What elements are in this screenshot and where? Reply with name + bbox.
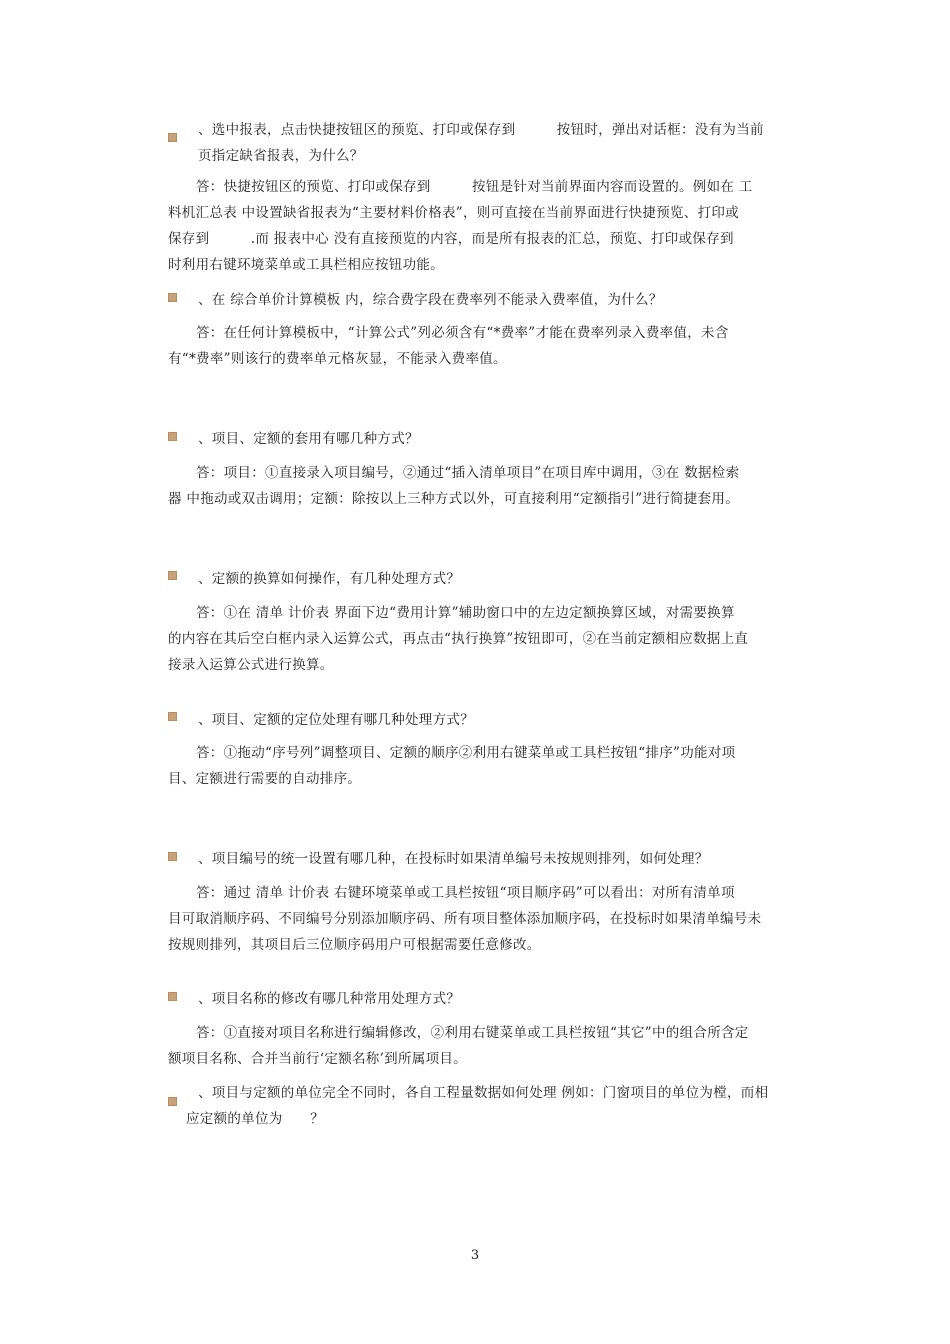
answer-2: 答：在任何计算模板中，“计算公式”列必须含有“*费率”才能在费率列录入费率值，未含 有“*费率”则该行的费率单元格灰显，不能录入费率值。 xyxy=(168,325,729,367)
question-3: 、项目、定额的套用有哪几种方式？ xyxy=(198,431,419,447)
answer-1: 答：快捷按钮区的预览、打印或保存到 按钮是针对当前界面内容而设置的。例如在 工 料机汇总表 中设置缺省报表为“主要材料价格表”，则可直接在当前界面进行快捷预览、打印或 保存到 .而 报表中心 没有直接预览的内容，而是所有报表的汇总，预览、打印或保存到 时利用右键环境菜单或工具栏相应按钮功能。 xyxy=(168,179,753,273)
page-number: 3 xyxy=(470,1248,480,1263)
question-7: 、项目名称的修改有哪几种常用处理方式？ xyxy=(198,991,461,1007)
bullet-icon xyxy=(168,432,177,441)
bullet-icon xyxy=(168,571,177,580)
question-6: 、项目编号的统一设置有哪几种，在投标时如果清单编号未按规则排列，如何处理？ xyxy=(198,851,709,867)
bullet-icon xyxy=(168,293,177,302)
question-4: 、定额的换算如何操作，有几种处理方式？ xyxy=(198,571,461,587)
bullet-icon xyxy=(168,852,177,861)
answer-6: 答：通过 清单 计价表 右键环境菜单或工具栏按钮“项目顺序码”可以看出：对所有清单项 目可取消顺序码、不同编号分别添加顺序码、所有项目整体添加顺序码，在投标时如果清单编号未 按规则排列，其项目后三位顺序码用户可根据需要任意修改。 xyxy=(168,885,762,953)
question-8: 、项目与定额的单位完全不同时，各自工程量数据如何处理 例如：门窗项目的单位为樘，而相 应定额的单位为 ？ xyxy=(186,1085,769,1127)
answer-5: 答：①拖动“序号列”调整项目、定额的顺序②利用右键菜单或工具栏按钮“排序”功能对项 目、定额进行需要的自动排序。 xyxy=(168,745,736,787)
question-1: 、选中报表，点击快捷按钮区的预览、打印或保存到 按钮时，弹出对话框：没有为当前 页指定缺省报表，为什么？ xyxy=(198,122,764,164)
bullet-icon xyxy=(168,712,177,721)
answer-3: 答：项目：①直接录入项目编号，②通过“插入清单项目”在项目库中调用，③在 数据检索 器 中拖动或双击调用；定额：除按以上三种方式以外，可直接利用“定额指引”进行简捷套用。 xyxy=(168,465,740,507)
question-2: 、在 综合单价计算模板 内，综合费字段在费率列不能录入费率值，为什么？ xyxy=(198,292,663,308)
question-5: 、项目、定额的定位处理有哪几种处理方式？ xyxy=(198,712,474,728)
bullet-icon xyxy=(168,992,177,1001)
bullet-icon xyxy=(168,133,177,142)
bullet-icon xyxy=(168,1097,177,1106)
answer-4: 答：①在 清单 计价表 界面下边“费用计算”辅助窗口中的左边定额换算区域，对需要换算 的内容在其后空白框内录入运算公式，再点击“执行换算”按钮即可，②在当前定额相应数据上直 接录入运算公式进行换算。 xyxy=(168,605,749,673)
answer-7: 答：①直接对项目名称进行编辑修改，②利用右键菜单或工具栏按钮“其它”中的组合所含定 额项目名称、合并当前行‘定额名称’到所属项目。 xyxy=(168,1025,749,1067)
